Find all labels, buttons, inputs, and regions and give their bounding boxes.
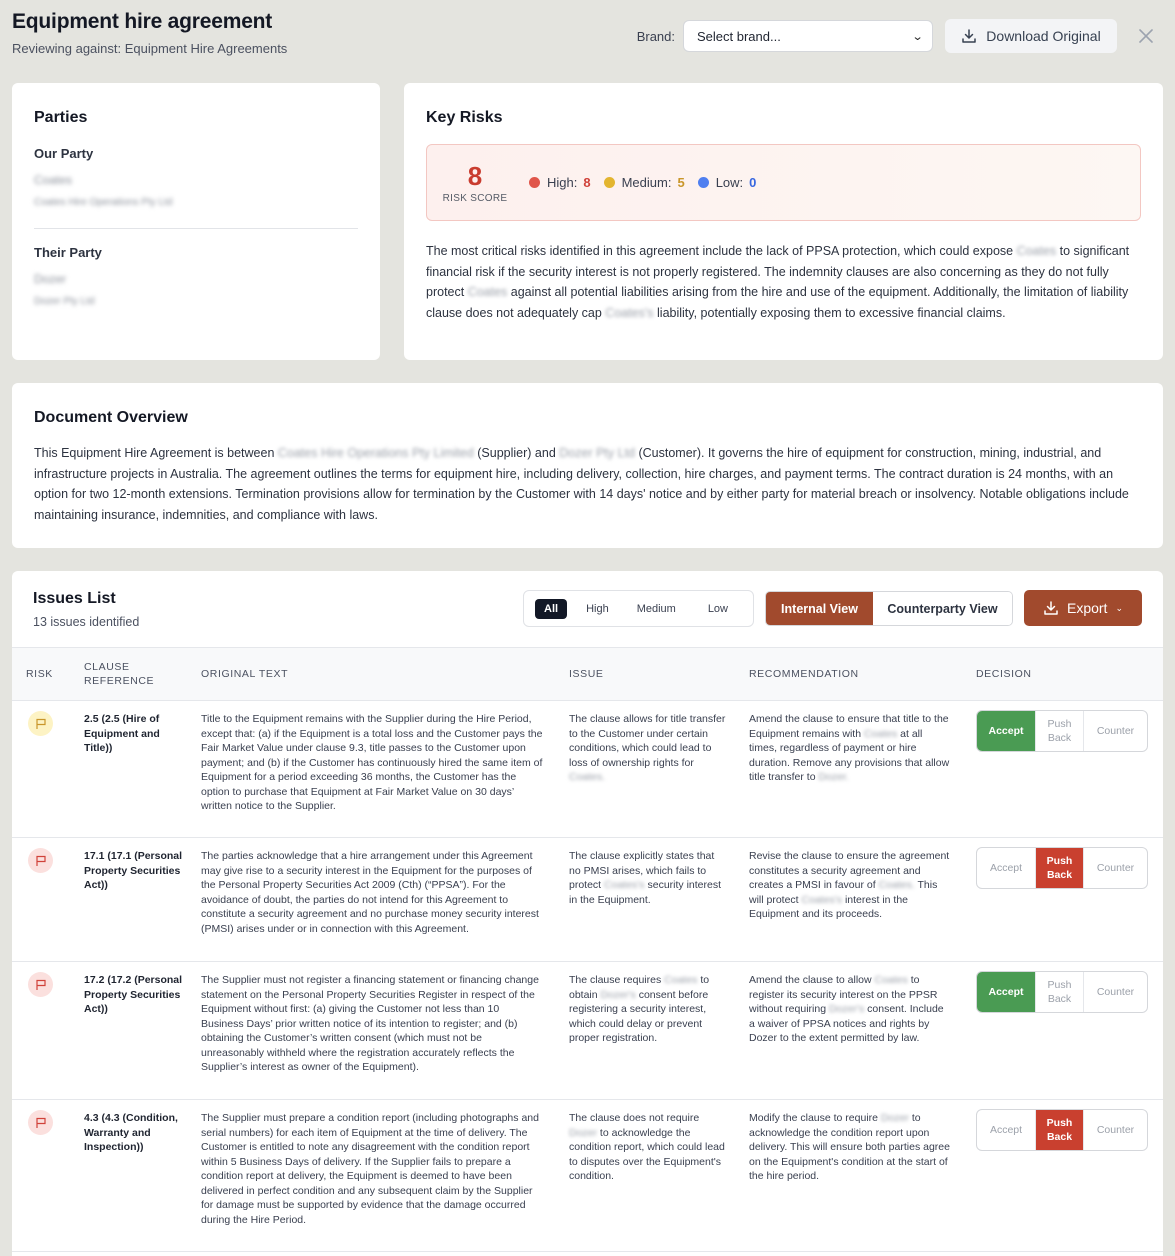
our-party-label: Our Party bbox=[34, 146, 94, 161]
low-label: Low: bbox=[715, 175, 744, 190]
push-back-button[interactable]: Push Back bbox=[1036, 972, 1084, 1012]
medium-count: 5 bbox=[677, 175, 685, 190]
risk-filter-group bbox=[523, 590, 754, 627]
brand-select[interactable] bbox=[683, 20, 933, 52]
decision-group bbox=[976, 971, 1148, 1013]
push-back-button[interactable]: Push Back bbox=[1036, 1110, 1084, 1150]
page-header bbox=[12, 10, 1163, 66]
parties-title: Parties bbox=[34, 109, 88, 126]
export-label: Export bbox=[1066, 600, 1108, 616]
counter-button[interactable]: Counter bbox=[1096, 986, 1135, 998]
risk-score-label: RISK SCORE bbox=[442, 192, 508, 204]
key-risks-summary: The most critical risks identified in this agreement include the lack of PPSA protection, which could expose Coates to significant financial risk if the security interest is not properly registered. The indemnity clauses are also concerning as they do not fully protect Coates against all potential liabilities arising from the hire and use of the equipment. Additionally, the limitation of liability clause does not adequately cap Coates's liability, potentially exposing them to excessive financial claims. bbox=[426, 244, 1130, 320]
filter-medium[interactable]: Medium bbox=[636, 602, 676, 615]
high-risk-flag-icon bbox=[28, 1110, 53, 1135]
filter-low[interactable]: Low bbox=[707, 602, 728, 615]
export-button[interactable] bbox=[1024, 590, 1142, 626]
risk-legend bbox=[529, 175, 769, 190]
redacted-text: Dozer bbox=[569, 1126, 598, 1139]
issue-text: The clause allows for title transfer to the Customer under certain conditions, which could lead to loss of ownership rights for Coates. bbox=[569, 713, 726, 783]
table-row bbox=[12, 1100, 1163, 1252]
redacted-text: Dozer. bbox=[818, 771, 849, 783]
download-icon bbox=[961, 28, 977, 44]
issues-title: Issues List bbox=[33, 590, 116, 607]
counterparty-view-tab[interactable]: Counterparty View bbox=[873, 592, 1012, 625]
redacted-text: Coates's bbox=[604, 879, 645, 891]
redacted-text: Coates bbox=[664, 974, 698, 986]
redacted-text: Dozer bbox=[880, 1112, 909, 1124]
decision-group bbox=[976, 710, 1148, 752]
push-back-button[interactable]: Push Back bbox=[1036, 711, 1084, 751]
original-text: The parties acknowledge that a hire arrangement under this Agreement may give rise to a security interest in the Equipment for the purposes of the Personal Property Securities Act 2009 (Cth) (“PPSA”). For the avoidance of doubt, the parties do not intend for this Agreement to constitute a security agreement and no purchase money security interest (PMSI) arises under or in connection with this Agreement. bbox=[201, 850, 539, 935]
redacted-text: Coates bbox=[1016, 244, 1057, 258]
recommendation-text: Modify the clause to require Dozer to acknowledge the condition report upon delivery. This will ensure both parties agree on the Equipment's condition at the start of the hire period. bbox=[749, 1112, 950, 1182]
download-original-button[interactable] bbox=[945, 19, 1117, 53]
key-risks-card bbox=[404, 83, 1163, 360]
parties-card bbox=[12, 83, 380, 360]
col-issue: ISSUE bbox=[569, 668, 604, 680]
overview-text: This Equipment Hire Agreement is between Coates Hire Operations Pty Limited (Supplier) and Dozer Pty Ltd (Customer). It governs the hire of equipment for construction, mining, industrial, and infrastructure projects in Australia. The agreement outlines the terms for equipment hire, including delivery, collection, hire charges, and payment terms. The contract duration is 24 months, with an option for two 12-month extensions. Termination provisions allow for termination by the Customer with 14 days' notice and by either party for material breach or insolvency. Notable obligations include maintaining insurance, indemnities, and compliance with laws. bbox=[34, 446, 1129, 522]
risk-score-panel bbox=[426, 144, 1141, 221]
redacted-text: Coates. bbox=[878, 879, 915, 891]
redacted-text: Coates's bbox=[605, 305, 654, 320]
redacted-text: Dozer's bbox=[828, 1003, 865, 1015]
high-count: 8 bbox=[583, 175, 591, 190]
brand-label: Brand: bbox=[636, 28, 675, 44]
counter-button[interactable]: Counter bbox=[1096, 1124, 1135, 1136]
original-text: The Supplier must prepare a condition report (including photographs and serial numbers) for each item of Equipment at the time of delivery. The Customer is entitled to note any disagreement with the condition report within 5 Business Days of delivery. If the Supplier fails to prepare a condition report at delivery, the Equipment is deemed to have been delivered in perfect condition and any subsequent claim by the Supplier for damage must be supported by evidence that the damage occurred during the Hire Period. bbox=[201, 1112, 539, 1226]
download-original-label: Download Original bbox=[986, 28, 1101, 44]
col-original-text: ORIGINAL TEXT bbox=[201, 668, 289, 680]
low-dot-icon bbox=[698, 177, 709, 188]
accept-button[interactable]: Accept bbox=[977, 972, 1036, 1012]
key-risks-title: Key Risks bbox=[426, 109, 503, 126]
redacted-text: Coates. bbox=[569, 771, 606, 783]
document-overview-card bbox=[12, 383, 1163, 548]
recommendation-text: Amend the clause to ensure that title to the Equipment remains with Coates at all times, regardless of payment or hire duration. Remove any provisions that allow title transfer to Dozer. bbox=[749, 713, 950, 783]
chevron-down-icon: ⌄ bbox=[911, 30, 924, 43]
medium-risk-flag-icon bbox=[28, 711, 53, 736]
push-back-button[interactable]: Push Back bbox=[1036, 848, 1084, 888]
redacted-text: Dozer Pty Ltd bbox=[559, 446, 635, 460]
accept-button[interactable]: Accept bbox=[977, 848, 1036, 888]
high-risk-flag-icon bbox=[28, 972, 53, 997]
accept-button[interactable]: Accept bbox=[977, 1110, 1036, 1150]
col-risk: RISK bbox=[26, 668, 53, 680]
counter-button[interactable]: Counter bbox=[1096, 862, 1135, 874]
redacted-text: Coates Hire Operations Pty Limited bbox=[277, 446, 474, 460]
low-count: 0 bbox=[749, 175, 757, 190]
col-recommendation: RECOMMENDATION bbox=[749, 668, 859, 680]
col-decision: DECISION bbox=[976, 668, 1032, 680]
issue-text: The clause explicitly states that no PMSI arises, which fails to protect Coates's security interest in the Equipment. bbox=[569, 850, 722, 906]
recommendation-text: Revise the clause to ensure the agreement constitutes a security agreement and creates a PMSI in favour of Coates. This will protect Coates's interest in the Equipment and its proceeds. bbox=[749, 850, 950, 920]
redacted-text: Coates's bbox=[801, 893, 843, 906]
redacted-text: Coates bbox=[874, 974, 908, 986]
high-dot-icon bbox=[529, 177, 540, 188]
their-party-label: Their Party bbox=[34, 245, 102, 260]
internal-view-tab[interactable]: Internal View bbox=[766, 592, 873, 625]
counter-button[interactable]: Counter bbox=[1096, 725, 1135, 737]
filter-all[interactable]: All bbox=[535, 599, 567, 619]
issues-count: 13 issues identified bbox=[33, 615, 140, 629]
chevron-down-icon: ⌄ bbox=[1115, 602, 1123, 613]
redacted-text: Dozer's bbox=[600, 988, 636, 1001]
our-party-name: Coates bbox=[34, 173, 73, 187]
decision-group bbox=[976, 847, 1148, 889]
original-text: Title to the Equipment remains with the Supplier during the Hire Period, except that: (a) if the Equipment is a total loss and the Customer pays the Fair Market Value under clause 9.3, title passes to the Customer upon payment; and (b) if the Customer has continuously hired the same item of Equipment for a period exceeding 36 months, the Customer has the option to purchase that Equipment at Fair Market Value on 30 days’ written notice to the Supplier. bbox=[201, 713, 543, 812]
table-header-row bbox=[12, 648, 1163, 701]
clause-reference: 17.2 (17.2 (Personal Property Securities Act)) bbox=[84, 974, 183, 1015]
their-party-legal-name: Dozer Pty Ltd bbox=[34, 296, 95, 307]
overview-title: Document Overview bbox=[34, 409, 188, 426]
party-divider bbox=[34, 228, 358, 229]
close-icon bbox=[1139, 29, 1153, 43]
medium-dot-icon bbox=[604, 177, 615, 188]
risk-score-value: 8 bbox=[467, 160, 483, 191]
accept-button[interactable]: Accept bbox=[977, 711, 1036, 751]
brand-select-value: Select brand... bbox=[697, 28, 781, 44]
issue-text: The clause requires Coates to obtain Dozer's consent before registering a security interest, which could delay or prevent proper registration. bbox=[569, 974, 710, 1044]
high-risk-flag-icon bbox=[28, 848, 53, 873]
issue-text: The clause does not require Dozer to acknowledge the condition report, which could lead to disputes over the Equipment's condition. bbox=[569, 1112, 725, 1182]
clause-reference: 4.3 (4.3 (Condition, Warranty and Inspection)) bbox=[84, 1112, 178, 1153]
original-text: The Supplier must not register a financing statement or financing change statement on the Personal Property Securities Register in respect of the Equipment without first: (a) giving the Customer not less than 10 Business Days’ prior written notice of its intention to register; and (b) obtaining the Customer’s written consent (which must not be unreasonably withheld where the registration accurately reflects the Supplier’s interest as owner of the Equipment). bbox=[201, 974, 539, 1073]
close-button[interactable] bbox=[1137, 27, 1155, 45]
redacted-text: Coates bbox=[863, 727, 898, 740]
download-icon bbox=[1043, 600, 1059, 616]
clause-reference: 2.5 (2.5 (Hire of Equipment and Title)) bbox=[84, 713, 160, 754]
decision-group bbox=[976, 1109, 1148, 1151]
their-party-name: Dozer bbox=[34, 272, 67, 286]
col-clause-reference: CLAUSE REFERENCE bbox=[84, 661, 155, 687]
table-row bbox=[12, 962, 1163, 1100]
high-label: High: bbox=[547, 175, 578, 190]
recommendation-text: Amend the clause to allow Coates to register its security interest on the PPSR without requiring Dozer's consent. Include a waiver of PPSA notices and rights by Dozer to the extent permitted by law. bbox=[749, 974, 944, 1044]
medium-label: Medium: bbox=[621, 175, 672, 190]
issues-list-card bbox=[12, 571, 1163, 1256]
issues-table bbox=[12, 647, 1163, 1252]
view-toggle bbox=[765, 591, 1013, 626]
table-row bbox=[12, 701, 1163, 838]
table-row bbox=[12, 838, 1163, 962]
filter-high[interactable]: High bbox=[586, 602, 609, 615]
page-title: Equipment hire agreement bbox=[12, 10, 273, 33]
page-subtitle: Reviewing against: Equipment Hire Agreements bbox=[12, 41, 288, 56]
our-party-legal-name: Coates Hire Operations Pty Ltd bbox=[34, 197, 173, 208]
redacted-text: Coates bbox=[467, 285, 508, 299]
clause-reference: 17.1 (17.1 (Personal Property Securities Act)) bbox=[84, 850, 183, 891]
